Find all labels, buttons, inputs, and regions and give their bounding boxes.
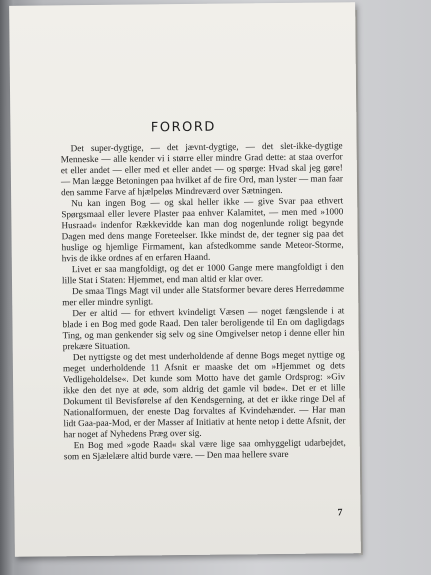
body-text bbox=[61, 140, 346, 462]
paragraph: Livet er saa mangfoldigt, og det er 1000 Gange mere mangfoldigt i den lille Stat i Staten: Hjemmet, end man altid er klar over. bbox=[61, 261, 344, 286]
paragraph: En Bog med »gode Raad« skal være lige saa omhyggeligt udarbejdet, som en Sjælelære altid burde være. — Den maa hellere svare bbox=[63, 437, 346, 462]
book-page bbox=[9, 2, 361, 557]
page-title: FORORD bbox=[150, 119, 217, 136]
page-number: 7 bbox=[337, 507, 343, 519]
paragraph: Det super-dygtige, — det jævnt-dygtige, — det slet-ikke-dygtige Menneske — alle kender vi i større eller mindre Grad dette: at staa overfor et eller andet — eller med et eller andet — og spørge: Hvad skal jeg gøre! — Man lægge Betoningen paa hvilket af de fire Ord, man lyster — man faar den samme Farve af hjælpeløs Mindreværd over Sætningen. bbox=[60, 140, 344, 198]
paragraph: Der er altid — for ethvert kvindeligt Væsen — noget fængslende i at blade i en Bog med gode Raad. Den taler beroligende til En om dagligdags Ting, og man genkender sig selv og sine Omgivelser netop i denne eller hin prekære Situation. bbox=[62, 305, 345, 352]
paragraph: Nu kan ingen Bog — og skal heller ikke — give Svar paa ethvert Spørgsmaal eller levere Plaster paa enhver Kalamitet, — men med »1000 Husraad« indenfor Rækkevidde kan man dog nogenlunde roligt begynde Dagen med dens mange Foreteelser. Ikke mindst de, der tegner sig paa det huslige og hjemlige Firmament, kan afstedkomme sande Meteor-Storme, hvis de ikke ordnes af en erfaren Haand. bbox=[61, 195, 344, 264]
paragraph: De smaa Tings Magt vil under alle Statsformer bevare deres Herredømme mer eller mindre synligt. bbox=[62, 283, 345, 308]
paragraph: Det nyttigste og det mest underholdende af denne Bogs meget nyttige og meget underholdende 11 Afsnit er maaske det om »Hjemmet og dets Vedligeholdelse«. Det kunde som Motto have det gamle Ordsprog: »Giv ikke den det nye at øde, som aldrig det gamle vil bøde«. Det er et lille Dokument til Bevisførelse af den Kendsgerning, at det er ikke ringe Del af Nationalformuen, der eneste Dag forvaltes af Kvindehænder. — Har man lidt Gaa-paa-Mod, er der Masser af Initiativ at hente netop i dette Afsnit, der har noget af Nyhedens Præg over sig. bbox=[62, 349, 346, 440]
